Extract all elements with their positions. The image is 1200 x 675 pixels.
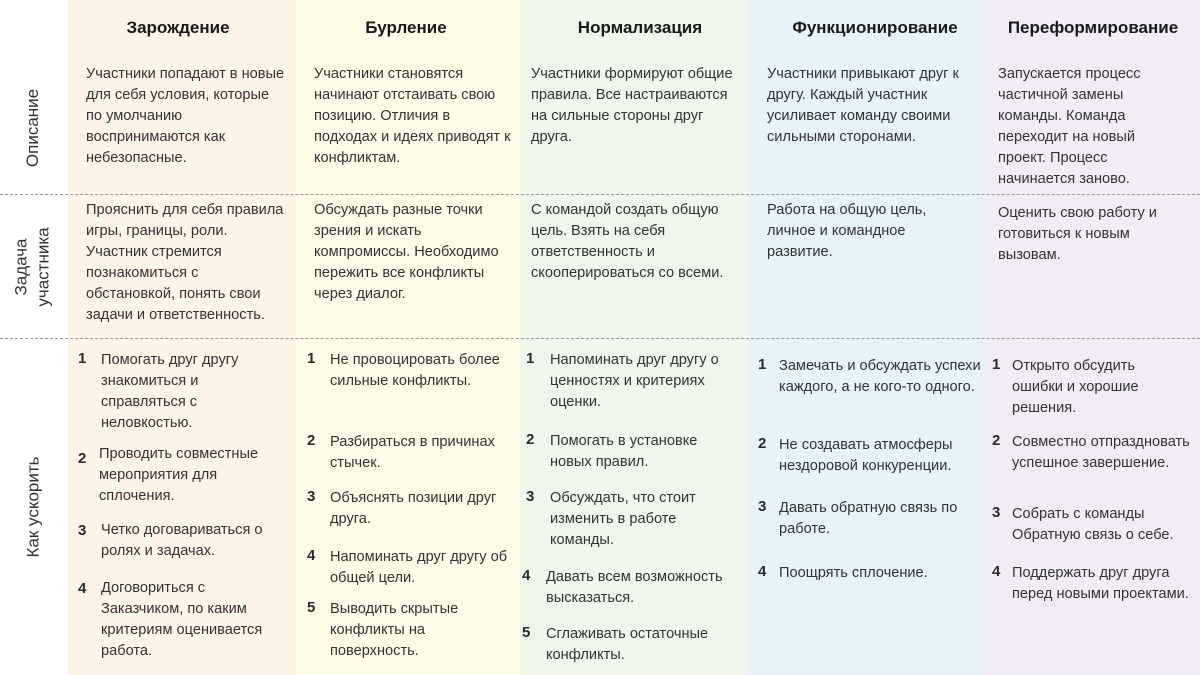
item-number: 5 <box>307 599 316 616</box>
column-title: Бурление <box>365 18 447 37</box>
item-number: 2 <box>758 435 767 452</box>
action-item: Помогать друг другу знакомиться и справляться с неловкостью. <box>101 352 239 431</box>
item-number: 4 <box>78 580 87 597</box>
item-number: 3 <box>78 522 87 539</box>
action-item: Не создавать атмосферы нездоровой конкуренции. <box>779 437 953 474</box>
row-separator <box>0 194 1200 195</box>
item-number: 3 <box>758 498 767 515</box>
task-text: Работа на общую цель, личное и командное развитие. <box>767 202 927 260</box>
item-number: 4 <box>992 563 1001 580</box>
item-number: 4 <box>522 567 531 584</box>
item-number: 3 <box>526 488 535 505</box>
item-number: 5 <box>522 624 531 641</box>
item-number: 2 <box>307 432 316 449</box>
action-item: Четко договариваться о ролях и задачах. <box>101 522 263 559</box>
item-number: 3 <box>992 504 1001 521</box>
item-number: 4 <box>758 563 767 580</box>
action-item: Собрать с команды Обратную связь о себе. <box>1012 506 1174 543</box>
action-item: Напоминать друг другу о ценностях и критериях оценки. <box>550 352 719 410</box>
action-item: Совместно отпраздновать успешное завершение. <box>1012 434 1190 471</box>
action-item: Договориться с Заказчиком, по каким критериям оценивается работа. <box>101 580 263 659</box>
action-item: Выводить скрытые конфликты на поверхность. <box>330 601 459 659</box>
item-number: 2 <box>526 431 535 448</box>
column-title: Нормализация <box>577 18 703 37</box>
item-number: 1 <box>78 350 87 367</box>
item-number: 2 <box>78 450 87 467</box>
action-item: Не провоцировать более сильные конфликты. <box>330 352 500 389</box>
action-item: Открыто обсудить ошибки и хорошие решения. <box>1012 358 1139 416</box>
description-text: Участники формируют общие правила. Все настраиваются на сильные стороны друг друга. <box>531 66 733 145</box>
action-item: Напоминать друг другу об общей цели. <box>330 549 508 586</box>
task-text: С командой создать общую цель. Взять на себя ответственность и скооперироваться со всеми. <box>531 202 724 281</box>
action-item: Давать обратную связь по работе. <box>779 500 958 537</box>
column-title: Переформирование <box>1007 18 1179 37</box>
row-label-speed-up: Как ускорить <box>23 456 43 558</box>
item-number: 1 <box>992 356 1001 373</box>
column-title: Функционирование <box>792 18 958 37</box>
item-number: 1 <box>526 350 535 367</box>
description-text: Запускается процесс частичной замены команды. Команда переходит на новый проект. Процесс начинается заново. <box>998 66 1141 187</box>
action-item: Давать всем возможность высказаться. <box>546 569 723 606</box>
description-text: Участники попадают в новые для себя условия, которые по умолчанию воспринимаются как небезопасные. <box>86 66 285 166</box>
action-item: Замечать и обсуждать успехи каждого, а не кого-то одного. <box>779 358 981 395</box>
task-text: Обсуждать разные точки зрения и искать компромиссы. Необходимо пережить все конфликты через диалог. <box>314 202 499 302</box>
item-number: 4 <box>307 547 316 564</box>
item-number: 1 <box>758 356 767 373</box>
action-item: Обсуждать, что стоит изменить в работе команды. <box>550 490 696 548</box>
description-text: Участники становятся начинают отстаивать свою позицию. Отличия в подходах и идеях приводят к конфликтам. <box>314 66 511 166</box>
item-number: 2 <box>992 432 1001 449</box>
action-item: Разбираться в причинах стычек. <box>330 434 495 471</box>
column-title: Зарождение <box>126 18 230 37</box>
task-text: Прояснить для себя правила игры, границы, роли. Участник стремится познакомиться с обстановкой, понять свои задачи и ответственность. <box>86 202 284 323</box>
description-text: Участники привыкают друг к другу. Каждый участник усиливает команду своими сильными сторонами. <box>767 66 959 145</box>
action-item: Проводить совместные мероприятия для сплочения. <box>99 446 259 504</box>
action-item: Поощрять сплочение. <box>779 565 928 581</box>
row-separator <box>0 338 1200 339</box>
row-label-task: Задача участника <box>12 226 53 307</box>
item-number: 3 <box>307 488 316 505</box>
action-item: Поддержать друг друга перед новыми проектами. <box>1012 565 1189 602</box>
task-text: Оценить свою работу и готовиться к новым вызовам. <box>998 205 1157 263</box>
item-number: 1 <box>307 350 316 367</box>
action-item: Помогать в установке новых правил. <box>550 433 698 470</box>
action-item: Объяснять позиции друг друга. <box>330 490 497 527</box>
row-label-description: Описание <box>23 88 42 167</box>
action-item: Сглаживать остаточные конфликты. <box>546 626 709 663</box>
